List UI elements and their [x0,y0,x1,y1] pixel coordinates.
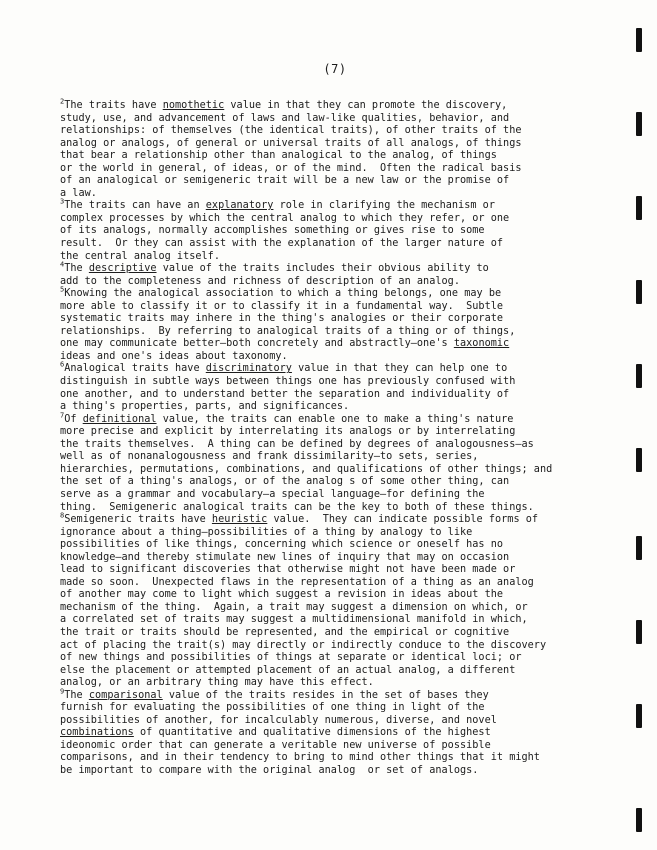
underlined-term: discriminatory [205,363,292,375]
text-line [60,351,620,364]
text-line [60,251,620,264]
text-line [60,363,620,376]
text-run: mechanism of the thing. Again, a trait may suggest a dimension on which, or [60,601,528,613]
text-line [60,687,620,703]
text-line [60,376,620,389]
text-run: Analogical traits have [64,363,206,375]
text-run: one may communicate better—both concretely and abstractly—one's [60,338,454,350]
text-line [60,401,620,414]
text-run: or the world in general, of ideas, or of the mind. Often the radical basis [60,162,522,174]
text-run: the traits themselves. A thing can be defined by degrees of analogousness—as [60,438,534,450]
text-run: systematic traits may inhere in the thing's analogies or their corporate [60,313,504,325]
text-run: more able to classify it or to classify it in a fundamental way. Subtle [60,300,504,312]
text-line [60,640,620,653]
text-line [60,389,620,402]
text-line [60,113,620,126]
text-run: more precise and explicit by interrelating its analogs or by interrelating [60,426,516,438]
text-run: of an analogical or semigeneric trait will be a new law or the promise of [60,175,510,187]
text-run: ignorance about a thing—possibilities of a thing by analogy to like [60,526,473,538]
underlined-term: nomothetic [162,100,225,111]
text-line [60,411,620,427]
text-line [60,301,620,314]
text-line [60,552,620,565]
text-run: furnish for evaluating the possibilities of one thing in light of the [60,702,485,714]
text-run: possibilities of like things, concerning which science or oneself has no [60,539,504,551]
text-line [60,740,620,753]
text-run: of new things and possibilities of things at separate or identical loci; or [60,652,522,664]
text-line [60,163,620,176]
footnote-number: 2 [60,97,65,106]
text-run: a thing's properties, parts, and significances. [60,401,350,413]
underlined-term: descriptive [88,263,157,275]
text-run: ideas and one's ideas about taxonomy. [60,350,288,362]
text-line [60,175,620,188]
text-line [60,260,620,276]
text-line [60,451,620,464]
text-run: the set of a thing's analogs, or of the analog s of some other thing, can [60,476,510,488]
text-line [60,238,620,251]
text-run: value, the traits can enable one to make a thing's nature [156,413,514,425]
text-run: study, use, and advancement of laws and law-like qualities, behavior, and [60,112,510,124]
text-line [60,188,620,201]
text-run: ideonomic order that can generate a veritable new universe of possible [60,739,491,751]
margin-mark [636,704,642,728]
text-line [60,539,620,552]
underlined-term: taxonomic [453,338,510,350]
text-run: of another may come to light which suggest a revision in ideas about the [60,589,504,601]
underlined-term: heuristic [211,514,268,526]
footnote-number: 6 [60,361,65,370]
text-line [60,225,620,238]
text-line [60,652,620,665]
text-run: relationships: of themselves (the identical traits), of other traits of the [60,125,522,137]
text-run: analog, or an arbitrary thing may have this effect. [60,677,374,689]
text-line [60,602,620,615]
text-line [60,702,620,715]
text-run: hierarchies, permutations, combinations, and qualifications of other things; and [60,463,553,475]
text-line [60,752,620,765]
text-run: relationships. By referring to analogical traits of a thing or of things, [60,325,516,337]
text-run: of quantitative and qualitative dimensions of the highest [133,727,491,739]
text-line [60,511,620,527]
underlined-term: explanatory [205,200,274,212]
text-line [60,125,620,138]
text-run: be important to compare with the original analog or set of analogs. [60,764,479,776]
text-line [60,150,620,163]
text-line [60,138,620,151]
text-run: value in that they can help one to [291,363,508,375]
text-run: role in clarifying the mechanism or [273,200,495,212]
text-line [60,502,620,515]
footnote-number: 9 [60,687,65,696]
text-run: result. Or they can assist with the explanation of the larger nature of [60,238,504,250]
text-line [60,727,620,740]
text-run: possibilities of another, for incalculably numerous, diverse, and novel [60,714,497,726]
text-line [60,765,620,778]
text-run: distinguish in subtle ways between things one has previously confused with [60,376,516,388]
margin-mark [636,620,642,644]
text-run: serve as a grammar and vocabulary—a special language—for defining the [60,488,485,500]
text-line [60,97,620,113]
margin-mark [636,536,642,560]
text-line [60,439,620,452]
text-run: The traits can have an [64,200,206,212]
margin-mark [636,280,642,304]
text-run: value of the traits includes their obvious ability to [156,263,489,275]
text-run: The traits have [64,100,163,111]
text-run: else the placement or attempted placement of an actual analog, a different [60,664,516,676]
text-line [60,276,620,289]
underlined-term: definitional [82,413,157,425]
underlined-term: combinations [60,727,134,739]
footnote-number: 5 [60,285,65,294]
text-run: comparisons, and in their tendency to bring to mind other things that it might [60,752,540,764]
margin-mark [636,808,642,832]
text-run: that bear a relationship other than analogical to the analog, of things [60,150,497,162]
text-line [60,464,620,477]
text-line [60,338,620,351]
text-run: one another, and to understand better the separation and individuality of [60,388,510,400]
text-run: knowledge—and thereby stimulate new lines of inquiry that may on occasion [60,551,510,563]
text-line [60,527,620,540]
text-run: value in that they can promote the discovery, [224,100,508,111]
text-line [60,665,620,678]
text-line [60,326,620,339]
text-line [60,677,620,690]
text-run: The [64,689,89,701]
margin-mark [636,448,642,472]
text-run: thing. Semigeneric analogical traits can be the key to both of these things. [60,501,534,513]
text-line [60,614,620,627]
text-run: a law. [60,187,97,199]
text-run: value of the traits resides in the set of bases they [162,689,489,701]
text-line [60,285,620,301]
text-line [60,313,620,326]
text-run: act of placing the trait(s) may directly or indirectly conduce to the discovery [60,639,547,651]
text-run: made so soon. Unexpected flaws in the representation of a thing as an analog [60,576,534,588]
text-line [60,715,620,728]
margin-mark [636,112,642,136]
text-run: lead to significant discoveries that otherwise might not have been made or [60,564,516,576]
text-line [60,476,620,489]
text-run: value. They can indicate possible forms of [267,514,539,526]
text-line [60,577,620,590]
text-run: Knowing the analogical association to which a thing belongs, one may be [64,288,502,300]
text-run: complex processes by which the central analog to which they refer, or one [60,212,510,224]
text-run: Of [64,413,83,425]
text-run: the central analog itself. [60,250,220,262]
margin-mark [636,196,642,220]
footnote-number: 4 [60,260,65,269]
text-run: analog or analogs, of general or universal traits of all analogs, of things [60,137,522,149]
text-line [60,197,620,213]
body-text [60,97,620,778]
margin-mark [636,28,642,52]
margin-mark [636,364,642,388]
text-run: well as of nonanalogousness and frank dissimilarity—to sets, series, [60,451,479,463]
text-run: Semigeneric traits have [64,514,212,526]
footnote-number: 8 [60,511,65,520]
text-line [60,426,620,439]
text-line [60,627,620,640]
text-run: add to the completeness and richness of description of an analog. [60,275,460,287]
text-run: The [64,263,89,275]
footnote-number: 7 [60,411,65,420]
text-line [60,564,620,577]
text-line [60,489,620,502]
text-run: the trait or traits should be represented, and the empirical or cognitive [60,626,510,638]
text-line [60,213,620,226]
text-run: a correlated set of traits may suggest a multidimensional manifold in which, [60,614,528,626]
text-run: of its analogs, normally accomplishes something or gives rise to some [60,225,485,237]
footnote-number: 3 [60,197,65,206]
text-line [60,589,620,602]
page-number: (7) [323,62,347,76]
underlined-term: comparisonal [88,689,163,701]
